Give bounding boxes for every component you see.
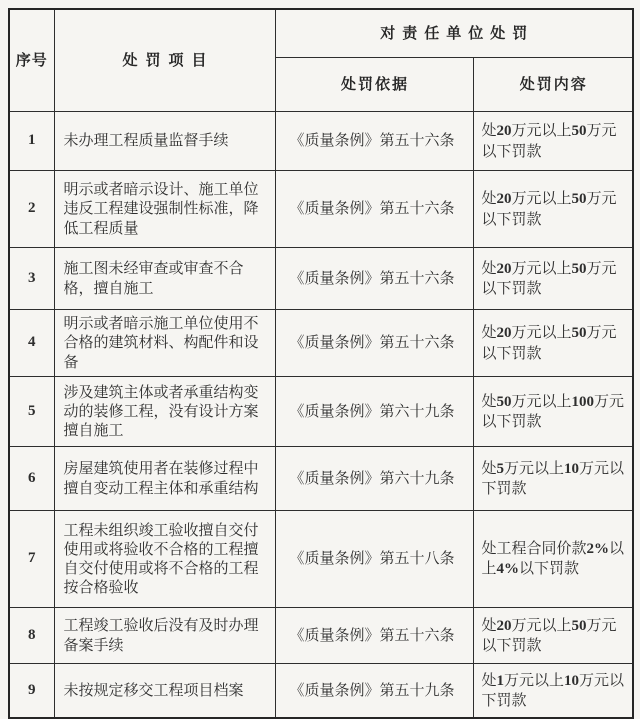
- cell-no: 7: [9, 511, 54, 608]
- cell-item: 工程未组织竣工验收擅自交付使用或将验收不合格的工程擅自交付使用或将不合格的工程按合格验收: [54, 511, 275, 608]
- cell-no: 4: [9, 310, 54, 377]
- cell-item: 房屋建筑使用者在装修过程中擅自变动工程主体和承重结构: [54, 447, 275, 511]
- table-row: [9, 171, 633, 248]
- cell-item: 未办理工程质量监督手续: [54, 112, 275, 171]
- table-row: [9, 664, 633, 719]
- cell-content: 处20万元以上50万元以下罚款: [473, 608, 633, 664]
- cell-item: 工程竣工验收后没有及时办理备案手续: [54, 608, 275, 664]
- table-row: [9, 608, 633, 664]
- table-row: [9, 112, 633, 171]
- cell-no: 6: [9, 447, 54, 511]
- cell-content: 处20万元以上50万元以下罚款: [473, 248, 633, 310]
- penalty-table: [8, 8, 634, 719]
- table-row: [9, 511, 633, 608]
- table-row: [9, 447, 633, 511]
- cell-content: 处20万元以上50万元以下罚款: [473, 112, 633, 171]
- cell-basis: 《质量条例》第六十九条: [275, 377, 473, 447]
- cell-basis: 《质量条例》第五十六条: [275, 112, 473, 171]
- cell-item: 涉及建筑主体或者承重结构变动的装修工程，没有设计方案擅自施工: [54, 377, 275, 447]
- cell-no: 2: [9, 171, 54, 248]
- cell-no: 8: [9, 608, 54, 664]
- table-body: [9, 112, 633, 719]
- cell-basis: 《质量条例》第五十六条: [275, 171, 473, 248]
- cell-item: 明示或者暗示设计、施工单位违反工程建设强制性标准，降低工程质量: [54, 171, 275, 248]
- cell-basis: 《质量条例》第五十六条: [275, 608, 473, 664]
- cell-content: 处5万元以上10万元以下罚款: [473, 447, 633, 511]
- cell-basis: 《质量条例》第五十八条: [275, 511, 473, 608]
- cell-content: 处1万元以上10万元以下罚款: [473, 664, 633, 719]
- cell-no: 3: [9, 248, 54, 310]
- header-no: 序号: [9, 9, 54, 112]
- cell-content: 处20万元以上50万元以下罚款: [473, 310, 633, 377]
- cell-basis: 《质量条例》第五十九条: [275, 664, 473, 719]
- cell-content: 处工程合同价款2%以上4%以下罚款: [473, 511, 633, 608]
- cell-content: 处20万元以上50万元以下罚款: [473, 171, 633, 248]
- cell-basis: 《质量条例》第五十六条: [275, 310, 473, 377]
- cell-no: 1: [9, 112, 54, 171]
- table-row: [9, 310, 633, 377]
- header-basis: 处罚依据: [275, 58, 473, 112]
- table-header: [9, 9, 633, 112]
- header-content: 处罚内容: [473, 58, 633, 112]
- cell-content: 处50万元以上100万元以下罚款: [473, 377, 633, 447]
- cell-no: 5: [9, 377, 54, 447]
- header-row-top: [9, 9, 633, 58]
- table-row: [9, 377, 633, 447]
- cell-item: 未按规定移交工程项目档案: [54, 664, 275, 719]
- table-row: [9, 248, 633, 310]
- cell-item: 明示或者暗示施工单位使用不合格的建筑材料、构配件和设备: [54, 310, 275, 377]
- cell-basis: 《质量条例》第六十九条: [275, 447, 473, 511]
- cell-basis: 《质量条例》第五十六条: [275, 248, 473, 310]
- cell-no: 9: [9, 664, 54, 719]
- header-group: 对责任单位处罚: [275, 9, 633, 58]
- header-item: 处罚项目: [54, 9, 275, 112]
- cell-item: 施工图未经审查或审查不合格，擅自施工: [54, 248, 275, 310]
